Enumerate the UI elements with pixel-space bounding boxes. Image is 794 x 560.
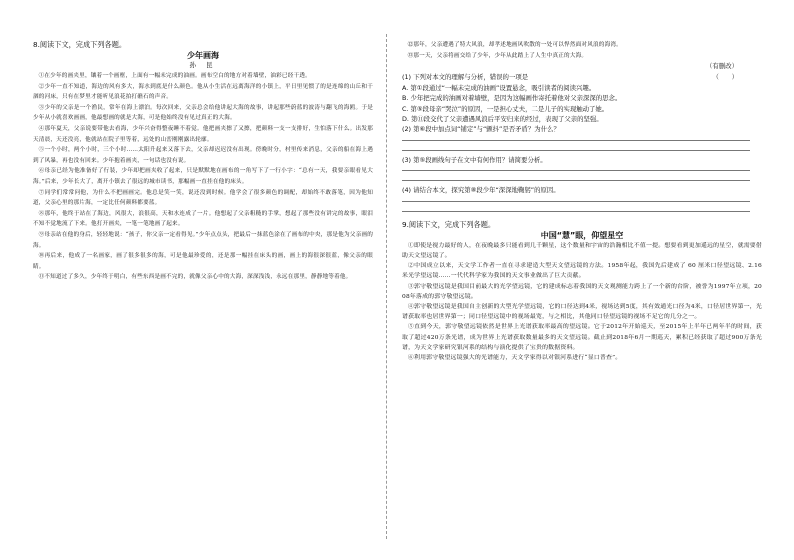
article-2-paragraph-5: ⑤直到今天，郭守敬望远镜依然是世界上光谱获取率最高的望远镜。它于2012年开始巡天，至2015年上半年已两年半的时间，获取了超过420万条光谱，成为世界上光谱获取数量最多的天文望远镜。截止到2018年6月一期巡天，累积已经获取了超过900万条光谱，为天文学家研究银河系的结构与演化提供了宝贵的数据资料。 <box>402 324 762 351</box>
paragraph-7: ⑦同学们常常问他，为什么不把画画完。他总是笑一笑，说还没到时候。他学会了很多颜色的调配，却始终不敢落笔，因为他知道，父亲心里的那片海，一定比任何颜料都要蓝。 <box>33 189 373 207</box>
paragraph-9: ⑨母亲站在他的身后，轻轻地说：“孩子，你父亲一定看得见。”少年点点头，把最后一抹蓝色涂在了画布的中央，那是他为父亲画的海。 <box>33 231 373 249</box>
option-b: B. 少年把完成的油画对着墙壁，是因为这幅画作寄托着他对父亲深深的思念。 <box>402 94 622 103</box>
answer-line[interactable] <box>402 201 750 202</box>
sub-question-1: (1) 下列对本文的理解与分析，错误的一项是 <box>402 73 529 82</box>
right-column <box>402 40 762 363</box>
paragraph-3: ③少年的父亲是一个渔民，常年在海上漂泊。每次回来，父亲总会给他讲起大海的故事，讲起那些蔚蓝的波涛与翻飞的海鸥。于是少年从小就喜欢画画，他最想画的就是大海，可是他始终没有见过真正的大海。 <box>33 104 373 122</box>
article-2-paragraph-6: ⑥利用郭守敬望远镜强大的光谱能力，天文学家得以对银河系进行“显口普查”。 <box>407 355 622 362</box>
paragraph-6: ⑥母亲已经为他准备好了行装，少年却把画夹收了起来，只是默默地在画布的一角写下了一行小字：“总有一天，我要亲眼看见大海。”后来，少年长大了，离开小镇去了很远的城市读书，那幅画一直挂在他的床头。 <box>33 168 373 185</box>
article-2-paragraph-2: ②中国成立以来，天文学工作者一直在寻求建造大型天文望远镜的方法。1958年起，我国先后建成了 60 厘米口径望远镜、2.16 米光学望远镜……一代代科学家为我国的天文事业做出了巨大贡献。 <box>402 263 762 280</box>
question-8-heading: 8.阅读下文，完成下列各题。 <box>33 40 127 49</box>
paragraph-10: ⑩再后来，他成了一名画家，画了很多很多的海，可是他最珍爱的，还是那一幅挂在床头的画，画上的海很深很蓝，像父亲的眼睛。 <box>33 253 373 270</box>
answer-line[interactable] <box>402 211 750 212</box>
paragraph-2: ②少年一直不知道，海边的风有多大，海水到底是什么颜色。他从小生活在远离海洋的小镇上，平日里见惯了的是连绵的山丘和干涸的河床，只有在梦里才能听见浪花拍打礁石的声音。 <box>33 83 373 101</box>
sub-question-4: (4) 请结合本文，探究第⑧段少年“深深地鞠躬”的原因。 <box>402 186 560 195</box>
option-a: A. 第①段通过“一幅未完成的油画”设置悬念，吸引读者的阅读兴趣。 <box>402 83 596 92</box>
option-c: C. 第⑤段母亲“哭泣”的原因，一是担心丈夫，二是儿子的实现触动了她。 <box>402 104 609 113</box>
article-author: 孙 昆 <box>189 61 217 69</box>
answer-line[interactable] <box>402 150 750 151</box>
paragraph-1: ①在少年的画夹里，镶着一个画框，上面有一幅未完成的油画。画布空白的地方对着墙壁，油彩已经干透。 <box>38 73 311 79</box>
paragraph-5: ⑤一个小时，两个小时，三个小时……太阳升起来又落下去，父亲却迟迟没有出现。傍晚时分，村里传来消息，父亲的船在海上遇到了风暴，再也没有回来。少年抱着画夹，一句话也没有说。 <box>33 147 373 164</box>
paragraph-11: ⑪不知道过了多久，少年终于明白，有些东西是画不完的，就像父亲心中的大海，深深浅浅，永远在那里，静静地等着他。 <box>38 274 352 281</box>
article-2-title: 中国“慧”眼，仰望星空 <box>540 230 624 240</box>
source-note: （有删改） <box>706 62 738 71</box>
article-2-paragraph-3: ③郭守敬望远镜是我国目前最大的光学望远镜，它的建成标志着我国的天文观测能力跨上了一个新的台阶，被誉为1997年立项，2008年落成的郭守敬望远镜。 <box>402 283 762 300</box>
article-title: 少年画海 <box>187 51 219 60</box>
article-2-paragraph-1: ①即使是视力最好的人，在夜晚最多只能看到几千颗星，这个数量和宇宙的浩瀚相比不值一提。想要看到更加遥远的星空，就需要借助天文望远镜了。 <box>402 242 762 260</box>
answer-line[interactable] <box>402 180 750 181</box>
answer-paren: （ ） <box>712 73 738 82</box>
sub-question-3: (3) 第⑤段画线句子在文中有何作用？请简要分析。 <box>402 155 547 164</box>
paragraph-8: ⑧那年，他终于站在了海边，风很大，浪很高，天和水连成了一片。他想起了父亲粗糙的手掌，想起了那些没有讲完的故事，眼泪不知不觉地流了下来。他打开画夹，一笔一笔地画了起来。 <box>33 210 373 228</box>
paragraph-13: ⑬那一天，父亲将画交给了少年，少年从此踏上了人生中真正的大海。 <box>407 52 588 59</box>
option-d: D. 第⑪段交代了父亲遭遇风浪后平安归来的经过，表现了父亲的坚强。 <box>402 114 603 123</box>
column-divider <box>386 34 387 539</box>
sub-question-2: (2) 第⑥段中加点词“铺定”与“颤抖”是否矛盾？为什么？ <box>402 125 560 134</box>
answer-line[interactable] <box>402 170 750 171</box>
paragraph-4: ④那年夏天，父亲说要带他去看海，少年兴奋得整夜睡不着觉。他把画夹擦了又擦，把颜料一支一支排好，生怕落下什么。出发那天清晨，天还没亮，他就站在院子里等着，远处的山峦刚刚露出轮廓。 <box>33 125 373 143</box>
article-2-paragraph-4: ④郭守敬望远镜是我国自主创新的大型光学望远镜，它的口径达到4米，视场达到5度，其有效通光口径为4米，口径居世界第一，光谱获取率也居世界第一；同口径望远镜中的视场最宽，与之相比，其他同口径望远镜的视场不足它的几分之一。 <box>402 304 762 321</box>
paragraph-12: ⑫那年，父亲遭遇了特大风浪，却孝述地画风吹散的一处可以悍然面对风浪的海湾。 <box>407 42 622 48</box>
question-9-heading: 9.阅读下文，完成下列各题。 <box>402 219 496 229</box>
answer-line[interactable] <box>402 140 750 141</box>
left-column <box>33 40 373 283</box>
